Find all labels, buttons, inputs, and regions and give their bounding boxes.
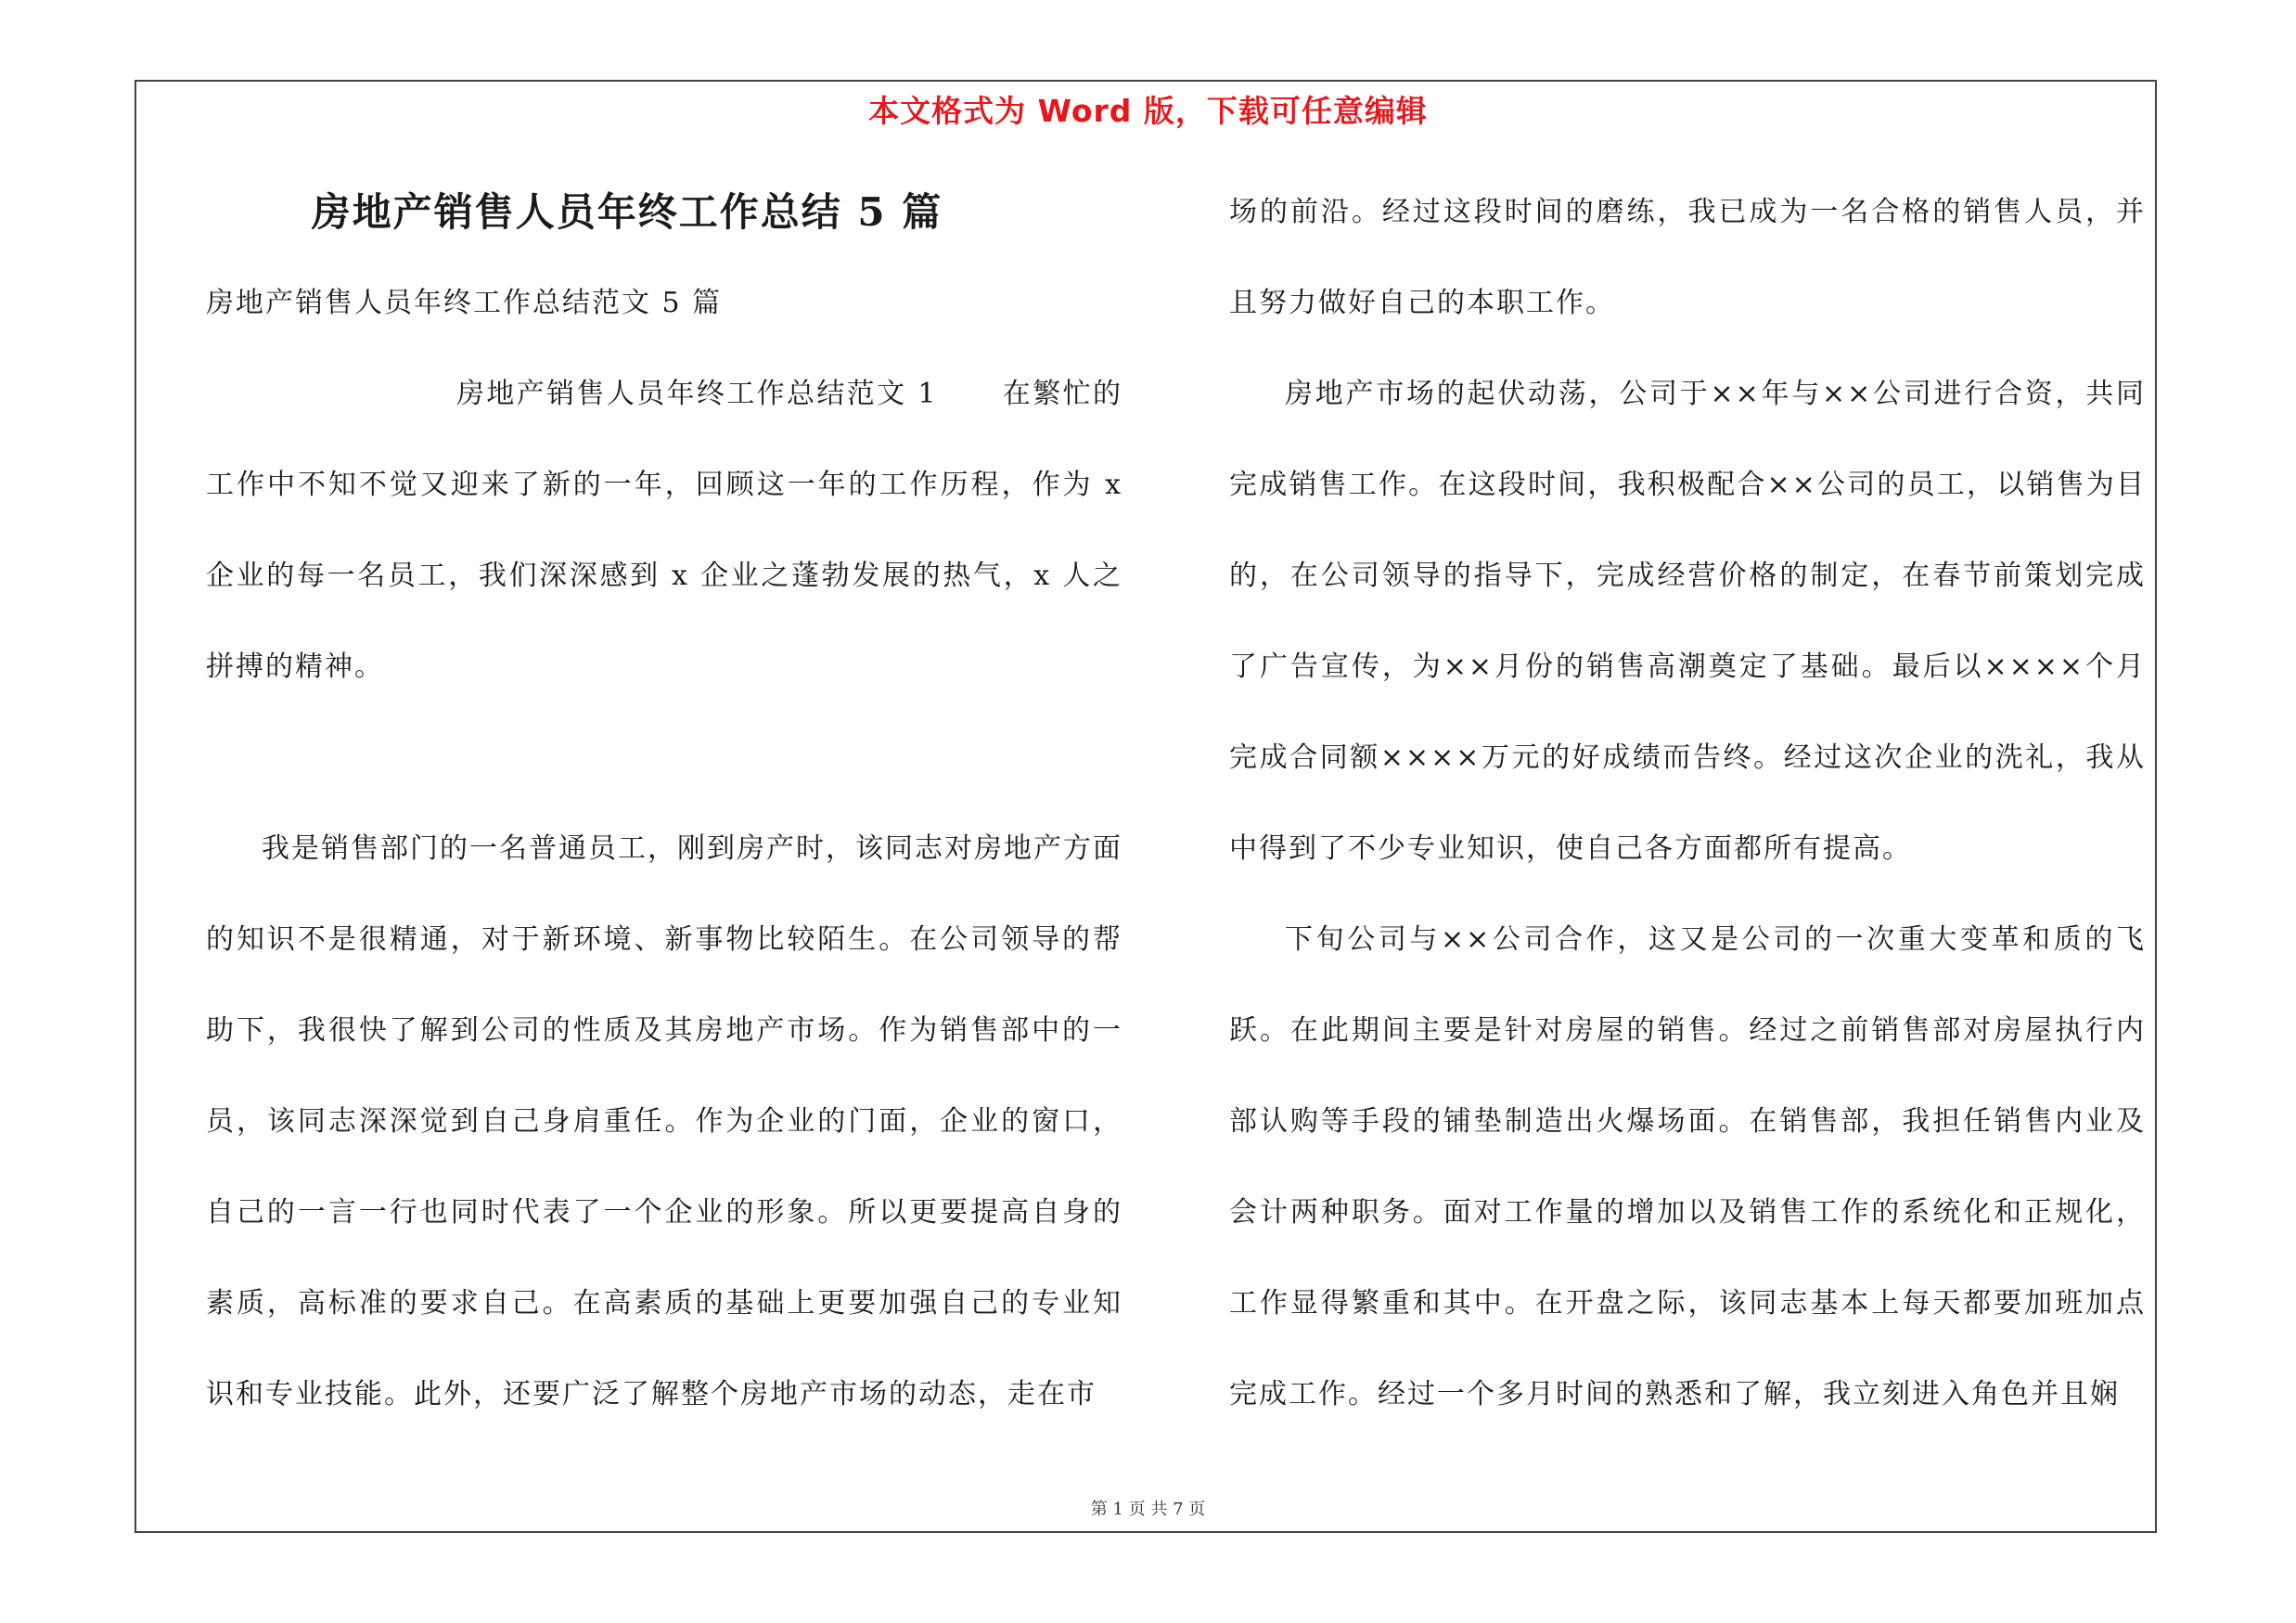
sample-paragraph-1: [206, 349, 1122, 713]
format-banner: 本文格式为 Word 版，下载可任意编辑: [868, 93, 1428, 129]
sample-heading: 房地产销售人员年终工作总结范文 1: [456, 378, 938, 410]
body-paragraph: 我是销售部门的一名普通员工，刚到房产时，该同志对房地产方面的知识不是很精通，对于新环境、新事物比较陌生。在公司领导的帮助下，我很快了解到公司的性质及其房地产市场。作为销售部中的一员，该同志深深觉到自己身肩重任。作为企业的门面，企业的窗口，自己的一言一行也同时代表了一个企业的形象。所以更要提高自身的素质，高标准的要求自己。在高素质的基础上更要加强自己的专业知识和专业技能。此外，还要广泛了解整个房地产市场的动态，走在市: [206, 832, 1122, 1410]
left-column: [206, 167, 1122, 1440]
right-column: [1229, 167, 2146, 1440]
document-subtitle: 房地产销售人员年终工作总结范文 5 篇: [206, 287, 723, 319]
body-paragraph: 下旬公司与××公司合作，这又是公司的一次重大变革和质的飞跃。在此期间主要是针对房屋的销售。经过之前销售部对房屋执行内部认购等手段的铺垫制造出火爆场面。在销售部，我担任销售内业及会计两种职务。面对工作量的增加以及销售工作的系统化和正规化，工作显得繁重和其中。在开盘之际，该同志基本上每天都要加班加点完成工作。经过一个多月时间的熟悉和了解，我立刻进入角色并且娴: [1229, 923, 2146, 1410]
paragraph-text: 在繁忙的工作中不知不觉又迎来了新的一年，回顾这一年的工作历程，作为 x 企业的每一名员工，我们深深感到 x 企业之蓬勃发展的热气，x 人之拼搏的精神。: [206, 378, 1123, 683]
page-number-footer: 第 1 页 共 7 页: [1090, 1500, 1206, 1519]
document-title: 房地产销售人员年终工作总结 5 篇: [311, 189, 943, 235]
paragraph-spacer: [206, 713, 1122, 804]
body-paragraph: 场的前沿。经过这段时间的磨练，我已成为一名合格的销售人员，并且努力做好自己的本职工作。: [1229, 196, 2146, 319]
body-paragraph: 房地产市场的起伏动荡，公司于××年与××公司进行合资，共同完成销售工作。在这段时间，我积极配合××公司的员工，以销售为目的，在公司领导的指导下，完成经营价格的制定，在春节前策划完成了广告宣传，为××月份的销售高潮奠定了基础。最后以××××个月完成合同额××××万元的好成绩而告终。经过这次企业的洗礼，我从中得到了不少专业知识，使自己各方面都所有提高。: [1229, 378, 2146, 865]
